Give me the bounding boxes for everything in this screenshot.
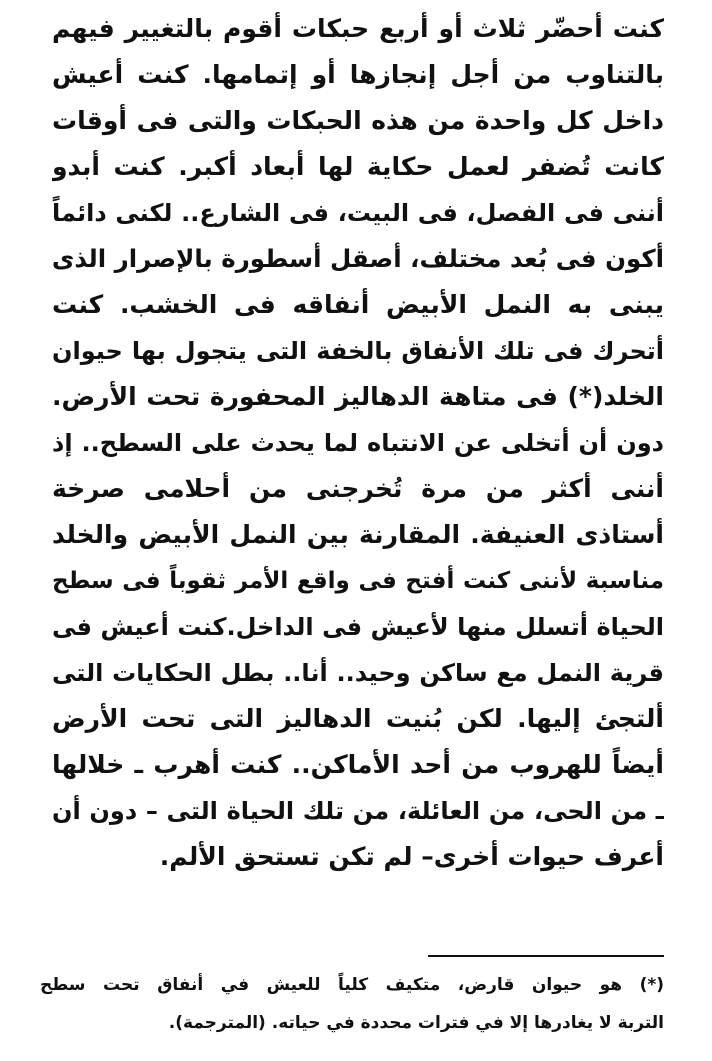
text-line: ألتجئ إليها. لكن بُنيت الدهاليز التى تحت الأرض xyxy=(52,704,664,733)
text-line: كنت أحضّر ثلاث أو أربع حبكات أقوم بالتغيير فيهم xyxy=(52,14,664,43)
text-line: أننى فى الفصل، فى البيت، فى الشارع.. لكنى دائماً xyxy=(52,199,664,227)
footnote-line-last: التربة لا يغادرها إلا في فترات محددة في حياته. (المترجمة). xyxy=(168,1013,664,1033)
footnote-divider xyxy=(428,955,664,957)
text-line: بالتناوب من أجل إنجازها أو إتمامها. كنت أعيش xyxy=(52,60,664,89)
text-line: ـ من الحى، من العائلة، من تلك الحياة التى – دون أن xyxy=(52,797,664,825)
text-line: أكون فى بُعد مختلف، أصقل أسطورة بالإصرار الذى xyxy=(52,244,664,273)
text-line: أتحرك فى تلك الأنفاق بالخفة التى يتجول بها حيوان xyxy=(52,337,664,365)
text-line: داخل كل واحدة من هذه الحبكات والتى فى أوقات xyxy=(52,106,664,135)
footnote xyxy=(40,966,664,1042)
text-line: الخلد(*) فى متاهة الدهاليز المحفورة تحت الأرض. xyxy=(52,382,664,411)
text-line: قرية النمل مع ساكن وحيد.. أنا.. بطل الحكايات التى xyxy=(52,659,664,687)
footnote-line: (*) هو حيوان قارض، متكيف كلياً للعيش في أنفاق تحت سطح xyxy=(40,975,664,995)
text-line-last: أعرف حيوات أخرى– لم تكن تستحق الألم. xyxy=(159,842,664,871)
text-line: يبنى به النمل الأبيض أنفاقه فى الخشب. كنت xyxy=(52,290,664,319)
text-line: كانت تُضفر لعمل حكاية لها أبعاد أكبر. كنت أبدو xyxy=(52,152,664,181)
text-line: أستاذى العنيفة. المقارنة بين النمل الأبيض والخلد xyxy=(52,520,664,549)
body-paragraph xyxy=(52,6,664,880)
text-line: دون أن أتخلى عن الانتباه لما يحدث على السطح.. إذ xyxy=(52,429,664,457)
text-line: أيضاً للهروب من أحد الأماكن.. كنت أهرب ـ خلالها xyxy=(52,750,664,779)
text-line: أننى أكثر من مرة تُخرجنى من أحلامى صرخة xyxy=(52,474,664,503)
text-line: الحياة أتسلل منها لأعيش فى الداخل.كنت أعيش فى xyxy=(52,613,664,641)
text-line: مناسبة لأننى كنت أفتح فى واقع الأمر ثقوباً فى سطح xyxy=(52,568,664,594)
